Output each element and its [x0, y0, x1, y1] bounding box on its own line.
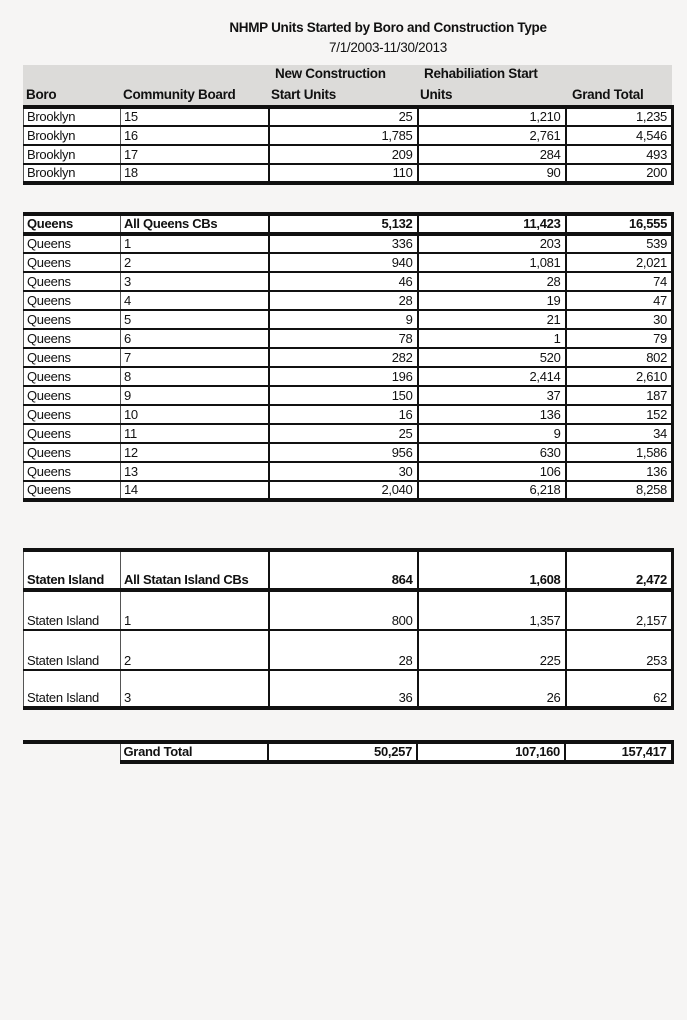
- grand-total-cell: 30: [566, 310, 673, 329]
- boro-cell: Queens: [24, 272, 121, 291]
- community-board-cell: 8: [121, 367, 269, 386]
- grand-total-total: 157,417: [565, 742, 672, 762]
- community-board-cell: 5: [121, 310, 269, 329]
- community-board-cell: 6: [121, 329, 269, 348]
- new-construction-cell: 28: [269, 630, 418, 670]
- table-header: [23, 65, 672, 106]
- rehab-cell: 203: [418, 234, 566, 253]
- new-construction-cell: 110: [269, 164, 418, 183]
- rehab-cell: 284: [418, 145, 566, 164]
- rehab-cell: 6,218: [418, 481, 566, 500]
- table-row: [24, 590, 673, 630]
- boro-cell: Staten Island: [24, 630, 121, 670]
- community-board-cell: 3: [121, 670, 269, 708]
- community-board-cell: 17: [121, 145, 269, 164]
- table-row: [24, 329, 673, 348]
- grand-total-cell: 2,610: [566, 367, 673, 386]
- table-row: [24, 424, 673, 443]
- queens-table: [23, 212, 674, 502]
- boro-cell: Queens: [24, 481, 121, 500]
- boro-cell: Staten Island: [24, 550, 121, 590]
- new-construction-cell: 336: [269, 234, 418, 253]
- new-construction-cell: 940: [269, 253, 418, 272]
- table-row: [24, 126, 673, 145]
- table-row: [24, 107, 673, 126]
- boro-cell: Queens: [24, 253, 121, 272]
- grand-total-cell: 34: [566, 424, 673, 443]
- table-row: [24, 234, 673, 253]
- rehab-cell: 37: [418, 386, 566, 405]
- community-board-cell: 16: [121, 126, 269, 145]
- header-rehab-2: Units: [420, 87, 453, 102]
- grand-total-cell: 2,157: [566, 590, 673, 630]
- boro-cell: Queens: [24, 329, 121, 348]
- community-board-cell: 2: [121, 630, 269, 670]
- community-board-cell: 1: [121, 590, 269, 630]
- table-row: [24, 670, 673, 708]
- brooklyn-table: [23, 105, 674, 185]
- grand-total-cell: 136: [566, 462, 673, 481]
- new-construction-cell: 9: [269, 310, 418, 329]
- new-construction-cell: 25: [269, 107, 418, 126]
- rehab-cell: 1,081: [418, 253, 566, 272]
- community-board-cell: 2: [121, 253, 269, 272]
- community-board-cell: 15: [121, 107, 269, 126]
- staten-island-table: [23, 548, 674, 710]
- grand-total-cell: 4,546: [566, 126, 673, 145]
- new-construction-cell: 864: [269, 550, 418, 590]
- community-board-cell: 18: [121, 164, 269, 183]
- new-construction-cell: 282: [269, 348, 418, 367]
- header-rehab-1: Rehabiliation Start: [424, 66, 538, 81]
- community-board-cell: 1: [121, 234, 269, 253]
- grand-total-label: Grand Total: [120, 742, 268, 762]
- grand-total-cell: 802: [566, 348, 673, 367]
- rehab-cell: 520: [418, 348, 566, 367]
- community-board-cell: 4: [121, 291, 269, 310]
- table-row: [24, 367, 673, 386]
- boro-cell: Queens: [24, 386, 121, 405]
- new-construction-cell: 209: [269, 145, 418, 164]
- boro-cell: Staten Island: [24, 590, 121, 630]
- boro-cell: Queens: [24, 234, 121, 253]
- grand-total-cell: 74: [566, 272, 673, 291]
- grand-total-cell: 1,235: [566, 107, 673, 126]
- community-board-cell: All Queens CBs: [121, 214, 269, 234]
- rehab-cell: 11,423: [418, 214, 566, 234]
- boro-cell: Brooklyn: [24, 145, 121, 164]
- new-construction-cell: 2,040: [269, 481, 418, 500]
- boro-cell: Queens: [24, 291, 121, 310]
- rehab-cell: 19: [418, 291, 566, 310]
- new-construction-cell: 956: [269, 443, 418, 462]
- table-row: [24, 630, 673, 670]
- rehab-cell: 90: [418, 164, 566, 183]
- grand-total-cell: 2,021: [566, 253, 673, 272]
- grand-total-cell: 200: [566, 164, 673, 183]
- table-row: [24, 253, 673, 272]
- community-board-cell: 14: [121, 481, 269, 500]
- grand-total-cell: 539: [566, 234, 673, 253]
- page-title: NHMP Units Started by Boro and Construction Type: [229, 20, 547, 35]
- community-board-cell: 12: [121, 443, 269, 462]
- rehab-cell: 225: [418, 630, 566, 670]
- header-new-construction-1: New Construction: [275, 66, 386, 81]
- rehab-cell: 9: [418, 424, 566, 443]
- boro-cell: Queens: [24, 424, 121, 443]
- boro-cell: Brooklyn: [24, 126, 121, 145]
- rehab-cell: 28: [418, 272, 566, 291]
- new-construction-cell: 196: [269, 367, 418, 386]
- rehab-cell: 136: [418, 405, 566, 424]
- table-row: [24, 462, 673, 481]
- rehab-cell: 106: [418, 462, 566, 481]
- new-construction-cell: 16: [269, 405, 418, 424]
- summary-row: [24, 550, 673, 590]
- table-row: [24, 405, 673, 424]
- boro-cell: Queens: [24, 348, 121, 367]
- new-construction-cell: 800: [269, 590, 418, 630]
- grand-total-cell: 8,258: [566, 481, 673, 500]
- table-row: [24, 481, 673, 500]
- boro-cell: Queens: [24, 214, 121, 234]
- community-board-cell: 11: [121, 424, 269, 443]
- grand-total-cell: 253: [566, 630, 673, 670]
- new-construction-cell: 78: [269, 329, 418, 348]
- new-construction-cell: 5,132: [269, 214, 418, 234]
- table-row: [24, 291, 673, 310]
- rehab-cell: 1,357: [418, 590, 566, 630]
- community-board-cell: All Statan Island CBs: [121, 550, 269, 590]
- page-subtitle: 7/1/2003-11/30/2013: [329, 40, 447, 55]
- grand-total-cell: 16,555: [566, 214, 673, 234]
- grand-total-cell: 47: [566, 291, 673, 310]
- boro-cell: Staten Island: [24, 670, 121, 708]
- community-board-cell: 13: [121, 462, 269, 481]
- table-row: [24, 310, 673, 329]
- header-community-board: Community Board: [123, 87, 236, 102]
- new-construction-cell: 46: [269, 272, 418, 291]
- new-construction-cell: 25: [269, 424, 418, 443]
- boro-cell: Queens: [24, 462, 121, 481]
- rehab-cell: 630: [418, 443, 566, 462]
- new-construction-cell: 28: [269, 291, 418, 310]
- header-grand-total: Grand Total: [572, 87, 644, 102]
- community-board-cell: 9: [121, 386, 269, 405]
- boro-cell: Queens: [24, 367, 121, 386]
- community-board-cell: 7: [121, 348, 269, 367]
- new-construction-cell: 150: [269, 386, 418, 405]
- grand-total-cell: 2,472: [566, 550, 673, 590]
- rehab-cell: 1,210: [418, 107, 566, 126]
- table-row: [24, 145, 673, 164]
- grand-total-row: [23, 742, 672, 762]
- boro-cell: Brooklyn: [24, 107, 121, 126]
- new-construction-cell: 36: [269, 670, 418, 708]
- community-board-cell: 3: [121, 272, 269, 291]
- header-new-construction-2: Start Units: [271, 87, 336, 102]
- grand-total-table: [23, 740, 674, 764]
- grand-total-cell: 187: [566, 386, 673, 405]
- table-row: [24, 272, 673, 291]
- rehab-cell: 1,608: [418, 550, 566, 590]
- new-construction-cell: 30: [269, 462, 418, 481]
- rehab-cell: 26: [418, 670, 566, 708]
- grand-total-rehab: 107,160: [417, 742, 565, 762]
- table-row: [24, 443, 673, 462]
- table-row: [24, 348, 673, 367]
- header-boro: Boro: [26, 87, 57, 102]
- table-row: [24, 164, 673, 183]
- rehab-cell: 2,414: [418, 367, 566, 386]
- rehab-cell: 21: [418, 310, 566, 329]
- new-construction-cell: 1,785: [269, 126, 418, 145]
- boro-cell: Queens: [24, 443, 121, 462]
- grand-total-cell: 493: [566, 145, 673, 164]
- rehab-cell: 1: [418, 329, 566, 348]
- grand-total-cell: 79: [566, 329, 673, 348]
- grand-total-cell: 1,586: [566, 443, 673, 462]
- rehab-cell: 2,761: [418, 126, 566, 145]
- boro-cell: Queens: [24, 405, 121, 424]
- grand-total-cell: 152: [566, 405, 673, 424]
- boro-cell: Brooklyn: [24, 164, 121, 183]
- blank-cell: [23, 742, 120, 762]
- grand-total-new-construction: 50,257: [268, 742, 417, 762]
- boro-cell: Queens: [24, 310, 121, 329]
- table-row: [24, 386, 673, 405]
- community-board-cell: 10: [121, 405, 269, 424]
- grand-total-cell: 62: [566, 670, 673, 708]
- summary-row: [24, 214, 673, 234]
